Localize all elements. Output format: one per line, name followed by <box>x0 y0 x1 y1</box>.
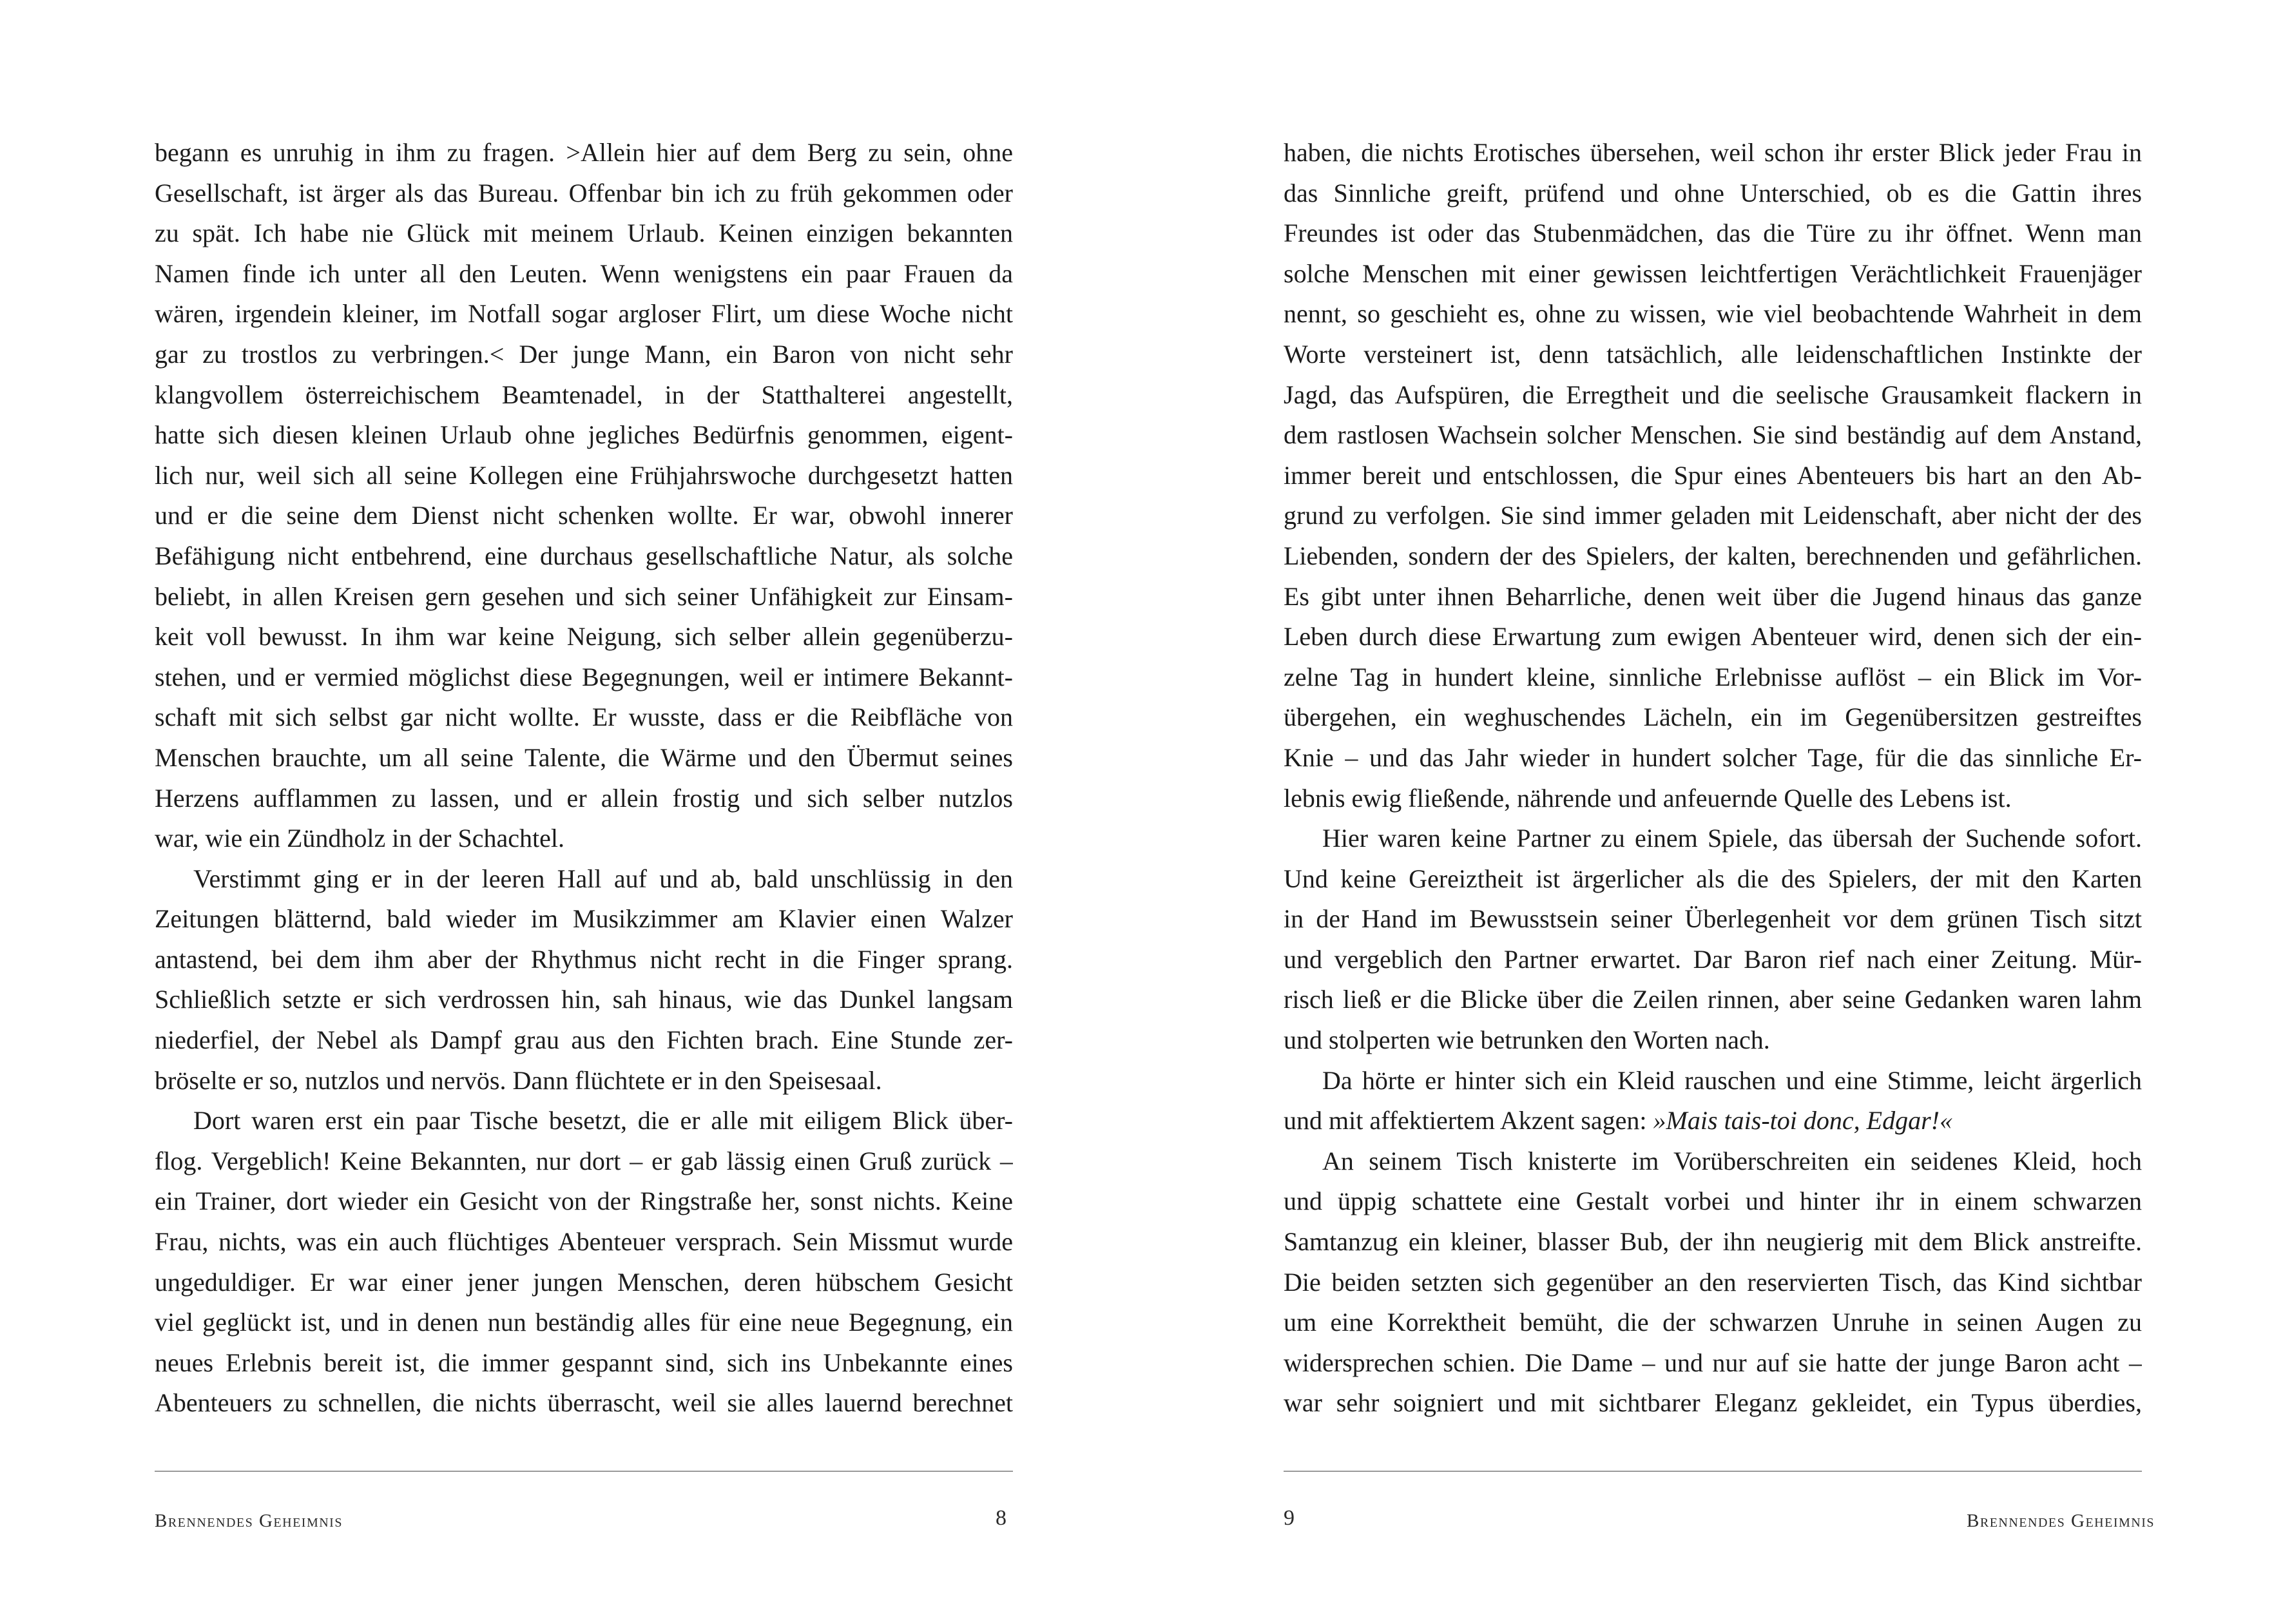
text-line-content: war, wie ein Zündholz in der Schachtel. <box>155 824 564 853</box>
text-line-content: antastend, bei dem ihm aber der Rhythmus nicht recht in die Finger sprang. <box>155 944 1013 974</box>
text-line <box>1284 1222 2142 1262</box>
text-line <box>155 657 1013 698</box>
text-line-content: Worte versteinert ist, denn tatsächlich, alle leidenschaftlichen Instinkte der <box>1284 339 2142 369</box>
text-line-content: Knie – und das Jahr wieder in hundert solcher Tage, für die das sinnliche Er- <box>1284 742 2142 772</box>
text-line <box>155 375 1013 416</box>
text-line-content: solche Menschen mit einer gewissen leichtfertigen Verächtlichkeit Frauenjäger <box>1284 258 2142 288</box>
text-line <box>155 738 1013 778</box>
right-page-number: 9 <box>1284 1506 1295 1530</box>
text-line-content: keit voll bewusst. In ihm war keine Neigung, sich selber allein gegenüberzu- <box>155 622 1013 652</box>
text-line-content: Jagd, das Aufspüren, die Erregtheit und die seelische Grausamkeit flackern in <box>1284 380 2142 409</box>
text-line-content: nennt, so geschieht es, ohne zu wissen, wie viel beobachtende Wahrheit in dem <box>1284 299 2142 329</box>
text-line-content: Da hörte er hinter sich ein Kleid rauschen und eine Stimme, leicht ärgerlich <box>1322 1065 2142 1095</box>
text-line <box>1284 1302 2142 1343</box>
text-line <box>1284 334 2142 375</box>
text-line <box>1284 213 2142 254</box>
text-line <box>1284 536 2142 577</box>
text-line <box>1284 1020 2142 1061</box>
text-line <box>155 1061 1013 1101</box>
text-line-content: das Sinnliche greift, prüfend und ohne Unterschied, ob es die Gattin ihres <box>1284 178 2142 208</box>
text-line-content: risch ließ er die Blicke über die Zeilen rinnen, aber seine Gedanken waren lahm <box>1284 985 2142 1014</box>
text-line-content: Samtanzug ein kleiner, blasser Bub, der ihn neugierig mit dem Blick anstreifte. <box>1284 1227 2142 1257</box>
text-line <box>155 1302 1013 1343</box>
text-line <box>1284 415 2142 456</box>
text-line-content: widersprechen schien. Die Dame – und nur auf sie hatte der junge Baron acht – <box>1284 1348 2142 1377</box>
italic-quote: »Mais tais-toi donc, Edgar!« <box>1653 1106 1952 1136</box>
left-running-head: Brennendes Geheimnis <box>155 1511 343 1531</box>
text-line <box>155 1343 1013 1384</box>
text-line-content: Die beiden setzten sich gegenüber an den reservierten Tisch, das Kind sichtbar <box>1284 1267 2142 1297</box>
text-line-content: klangvollem österreichischem Beamtenadel, in der Statthalterei angestellt, <box>155 380 1013 409</box>
right-page <box>1142 0 2283 1624</box>
text-line-content: Befähigung nicht entbehrend, eine durchaus gesellschaftliche Natur, als solche <box>155 541 1013 570</box>
text-line-content: haben, die nichts Erotisches übersehen, weil schon ihr erster Blick jeder Frau in <box>1284 138 2142 167</box>
text-line <box>1284 697 2142 738</box>
text-line <box>155 173 1013 214</box>
text-line <box>1284 818 2142 859</box>
text-line <box>155 213 1013 254</box>
text-line <box>1284 980 2142 1020</box>
text-line <box>1284 1383 2142 1424</box>
text-line-content: beliebt, in allen Kreisen gern gesehen und sich seiner Unfähigkeit zur Einsam- <box>155 581 1013 611</box>
text-line <box>1284 859 2142 900</box>
text-line <box>1284 1141 2142 1182</box>
text-line-content: Herzens aufflammen zu lassen, und er allein frostig und sich selber nutzlos <box>155 783 1013 813</box>
text-line <box>1284 577 2142 617</box>
text-line <box>1284 496 2142 536</box>
text-line-content: begann es unruhig in ihm zu fragen. >Allein hier auf dem Berg zu sein, ohne <box>155 138 1013 167</box>
text-line-content: Zeitungen blätternd, bald wieder im Musikzimmer am Klavier einen Walzer <box>155 904 1013 934</box>
text-line <box>1284 940 2142 980</box>
text-line-content: ungeduldiger. Er war einer jener jungen Menschen, deren hübschem Gesicht <box>155 1267 1013 1297</box>
text-line-content: und üppig schattete eine Gestalt vorbei und hinter ihr in einem schwarzen <box>1284 1186 2142 1216</box>
text-line-content: neues Erlebnis bereit ist, die immer gespannt sind, sich ins Unbekannte eines <box>155 1348 1013 1377</box>
left-page <box>0 0 1141 1624</box>
text-line-content: stehen, und er vermied möglichst diese Begegnungen, weil er intimere Bekannt- <box>155 662 1013 691</box>
text-line-content: Dort waren erst ein paar Tische besetzt, die er alle mit eiligem Blick über- <box>193 1106 1013 1136</box>
text-line-content: Und keine Gereiztheit ist ärgerlicher als die des Spielers, der mit den Karten <box>1284 864 2142 893</box>
text-line <box>155 496 1013 536</box>
text-line <box>1284 1181 2142 1222</box>
text-line <box>155 899 1013 940</box>
text-line <box>155 1222 1013 1262</box>
text-line <box>155 294 1013 334</box>
text-line-content: Es gibt unter ihnen Beharrliche, denen weit über die Jugend hinaus das ganze <box>1284 581 2142 611</box>
text-line <box>155 254 1013 295</box>
text-line <box>1284 778 2142 819</box>
text-line <box>1284 456 2142 496</box>
text-line-content: viel geglückt ist, und in denen nun beständig alles für eine neue Begegnung, ein <box>155 1308 1013 1337</box>
text-line-content: Verstimmt ging er in der leeren Hall auf und ab, bald unschlüssig in den <box>193 864 1013 893</box>
text-line-content: grund zu verfolgen. Sie sind immer geladen mit Leidenschaft, aber nicht der des <box>1284 501 2142 530</box>
text-line <box>1284 1262 2142 1303</box>
text-line-content: Liebenden, sondern der des Spielers, der kalten, berechnenden und gefährlichen. <box>1284 541 2142 570</box>
text-line-content: lich nur, weil sich all seine Kollegen eine Frühjahrswoche durchgesetzt hatten <box>155 460 1013 490</box>
text-line-content: schaft mit sich selbst gar nicht wollte. Er wusste, dass er die Reibfläche von <box>155 702 1013 732</box>
text-line <box>1284 173 2142 214</box>
text-line-content: hatte sich diesen kleinen Urlaub ohne jegliches Bedürfnis genommen, eigent- <box>155 420 1013 450</box>
text-line <box>155 940 1013 980</box>
text-line <box>1284 738 2142 778</box>
text-line <box>155 980 1013 1020</box>
text-line-content: niederfiel, der Nebel als Dampf grau aus den Fichten brach. Eine Stunde zer- <box>155 1025 1013 1055</box>
text-line <box>155 334 1013 375</box>
text-line-content: immer bereit und entschlossen, die Spur eines Abenteuers bis hart an den Ab- <box>1284 460 2142 490</box>
text-line <box>1284 294 2142 334</box>
text-line-content: gar zu trostlos zu verbringen.< Der junge Mann, ein Baron von nicht sehr <box>155 339 1013 369</box>
text-line <box>155 1101 1013 1141</box>
text-line <box>1284 1343 2142 1384</box>
left-page-text-block <box>155 133 1013 1464</box>
right-footer-rule <box>1284 1471 2142 1472</box>
text-line <box>155 133 1013 173</box>
text-line <box>155 536 1013 577</box>
text-line <box>155 1181 1013 1222</box>
text-line-content: zelne Tag in hundert kleine, sinnliche Erlebnisse auflöst – ein Blick im Vor- <box>1284 662 2142 691</box>
text-line-content: An seinem Tisch knisterte im Vorüberschreiten ein seidenes Kleid, hoch <box>1322 1146 2142 1175</box>
text-line-content: lebnis ewig fließende, nährende und anfeuernde Quelle des Lebens ist. <box>1284 783 2012 813</box>
text-line-content: Schließlich setzte er sich verdrossen hin, sah hinaus, wie das Dunkel langsam <box>155 985 1013 1014</box>
text-line-content: Menschen brauchte, um all seine Talente, die Wärme und den Übermut seines <box>155 742 1013 772</box>
text-line <box>155 818 1013 859</box>
text-line-content: Gesellschaft, ist ärger als das Bureau. Offenbar bin ich zu früh gekommen oder <box>155 178 1013 208</box>
left-footer-rule <box>155 1471 1013 1472</box>
text-line <box>1284 1101 2142 1141</box>
text-line <box>155 1141 1013 1182</box>
text-line <box>1284 899 2142 940</box>
text-line-content: ein Trainer, dort wieder ein Gesicht von der Ringstraße her, sonst nichts. Keine <box>155 1186 1013 1216</box>
text-line-content: Abenteuers zu schnellen, die nichts überrascht, weil sie alles lauernd berechnet <box>155 1388 1013 1418</box>
text-line-content: dem rastlosen Wachsein solcher Menschen. Sie sind beständig auf dem Anstand, <box>1284 420 2142 450</box>
text-line <box>1284 133 2142 173</box>
text-line-content: zu spät. Ich habe nie Glück mit meinem Urlaub. Keinen einzigen bekannten <box>155 218 1013 248</box>
text-line-content: Hier waren keine Partner zu einem Spiele, das übersah der Suchende sofort. <box>1322 824 2142 853</box>
text-line-content: Namen finde ich unter all den Leuten. Wenn wenigstens ein paar Frauen da <box>155 258 1013 288</box>
text-line <box>155 415 1013 456</box>
text-line <box>1284 254 2142 295</box>
text-line-content: Frau, nichts, was ein auch flüchtiges Abenteuer versprach. Sein Missmut wurde <box>155 1227 1013 1257</box>
text-line-content: und mit affektiertem Akzent sagen: <box>1284 1106 1653 1136</box>
text-line-content: Leben durch diese Erwartung zum ewigen Abenteuer wird, denen sich der ein- <box>1284 622 2142 652</box>
text-line <box>1284 1061 2142 1101</box>
text-line <box>155 617 1013 657</box>
text-line <box>155 1020 1013 1061</box>
text-line-content: bröselte er so, nutzlos und nervös. Dann flüchtete er in den Speisesaal. <box>155 1065 882 1095</box>
left-page-number: 8 <box>996 1506 1007 1530</box>
right-page-text-block <box>1284 133 2142 1464</box>
text-line <box>155 697 1013 738</box>
text-line-content: um eine Korrektheit bemüht, die der schwarzen Unruhe in seinen Augen zu <box>1284 1308 2142 1337</box>
text-line <box>1284 617 2142 657</box>
text-line <box>155 859 1013 900</box>
text-line-content: und stolperten wie betrunken den Worten nach. <box>1284 1025 1770 1055</box>
text-line-content: wären, irgendein kleiner, im Notfall sogar argloser Flirt, um diese Woche nicht <box>155 299 1013 329</box>
text-line-content: und vergeblich den Partner erwartet. Dar Baron rief nach einer Zeitung. Mür- <box>1284 944 2142 974</box>
text-line-content: war sehr soigniert und mit sichtbarer Eleganz gekleidet, ein Typus überdies, <box>1284 1388 2142 1418</box>
text-line <box>1284 657 2142 698</box>
text-line <box>155 778 1013 819</box>
text-line-content: übergehen, ein weghuschendes Lächeln, ein im Gegenübersitzen gestreiftes <box>1284 702 2142 732</box>
text-line <box>155 577 1013 617</box>
text-line-content: in der Hand im Bewusstsein seiner Überlegenheit vor dem grünen Tisch sitzt <box>1284 904 2142 934</box>
right-running-head: Brennendes Geheimnis <box>1967 1511 2155 1531</box>
text-line <box>155 456 1013 496</box>
text-line-content: Freundes ist oder das Stubenmädchen, das die Türe zu ihr öffnet. Wenn man <box>1284 218 2142 248</box>
text-line <box>1284 375 2142 416</box>
text-line-content: flog. Vergeblich! Keine Bekannten, nur dort – er gab lässig einen Gruß zurück – <box>155 1146 1013 1175</box>
text-line <box>155 1383 1013 1424</box>
text-line-content: und er die seine dem Dienst nicht schenken wollte. Er war, obwohl innerer <box>155 501 1013 530</box>
text-line <box>155 1262 1013 1303</box>
